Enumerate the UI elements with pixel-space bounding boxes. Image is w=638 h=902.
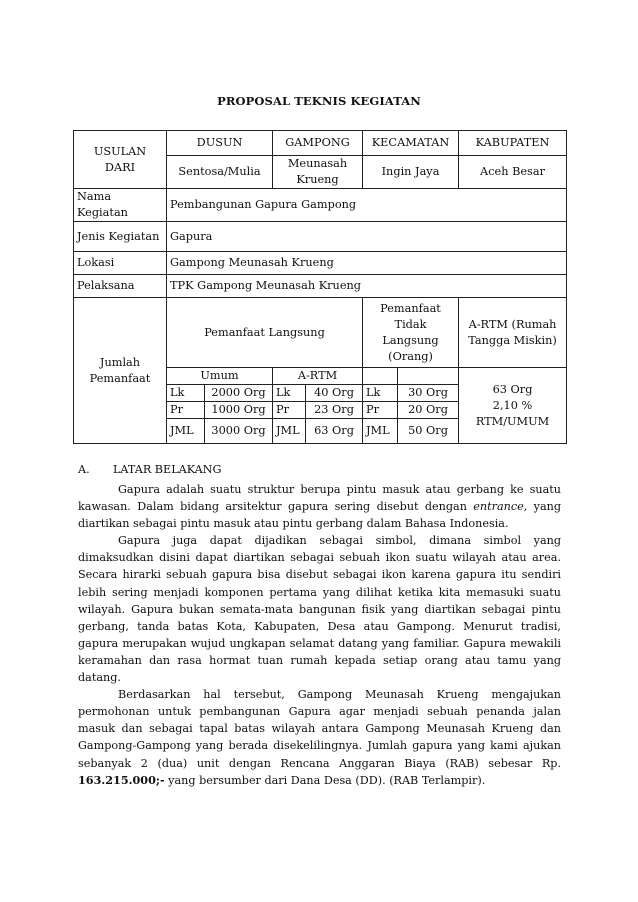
row-label: Pelaksana <box>74 275 167 298</box>
empty-cell <box>363 368 398 385</box>
value-gampong: Meunasah Krueng <box>273 156 363 189</box>
row-value: TPK Gampong Meunasah Krueng <box>167 275 567 298</box>
usulan-dari-label: USULAN DARI <box>74 131 167 189</box>
artm-summary <box>459 368 567 444</box>
header-dusun: DUSUN <box>167 131 273 156</box>
header-kabupaten: KABUPATEN <box>459 131 567 156</box>
tidak-langsung-pr: 20 Org <box>398 402 459 419</box>
section-number: A. <box>78 463 90 476</box>
paragraph-text: , yang diartikan sebagai pintu masuk atau pintu gerbang dalam Bahasa Indonesia. <box>78 500 561 531</box>
row-label: Jenis Kegiatan <box>74 222 167 252</box>
pemanfaat-tidak-langsung-header: Pemanfaat Tidak Langsung (Orang) <box>363 298 459 368</box>
summary-count: 63 Org <box>492 382 533 396</box>
artm-jml: 63 Org <box>306 419 363 444</box>
row-label: Nama Kegiatan <box>74 189 167 222</box>
empty-cell <box>398 368 459 385</box>
jml-label: JML <box>363 419 398 444</box>
artm-sub-header: A-RTM <box>273 368 363 385</box>
pemanfaat-langsung-header: Pemanfaat Langsung <box>167 298 363 368</box>
pr-label: Pr <box>167 402 205 419</box>
row-label: Lokasi <box>74 252 167 275</box>
lk-label: Lk <box>273 385 306 402</box>
artm-lk: 40 Org <box>306 385 363 402</box>
row-value: Pembangunan Gapura Gampong <box>167 189 567 222</box>
umum-pr: 1000 Org <box>205 402 273 419</box>
pr-label: Pr <box>363 402 398 419</box>
page-title: PROPOSAL TEKNIS KEGIATAN <box>217 94 421 108</box>
proposal-table <box>73 130 567 444</box>
paragraph-text: yang bersumber dari Dana Desa (DD). (RAB Terlampir). <box>164 773 486 787</box>
section-heading <box>78 463 221 476</box>
tidak-langsung-lk: 30 Org <box>398 385 459 402</box>
umum-jml: 3000 Org <box>205 419 273 444</box>
paragraph-text: Berdasarkan hal tersebut, Gampong Meunasah Krueng mengajukan permohonan untuk pembangunan Gapura agar menjadi sebuah penanda jalan masuk dan sebagai tapal batas wilayah antara Gampong Meunasah Krueng dan Gampong-Gampong yang berada disekelilingnya. Jumlah gapura yang kami ajukan sebanyak 2 (dua) unit dengan Rencana Anggaran Biaya (RAB) sebesar Rp. <box>78 688 561 770</box>
summary-percent: 2,10 % <box>492 398 533 412</box>
jumlah-pemanfaat-label: Jumlah Pemanfaat <box>74 298 167 444</box>
section-title: LATAR BELAKANG <box>113 463 222 476</box>
value-dusun: Sentosa/Mulia <box>167 156 273 189</box>
tidak-langsung-jml: 50 Org <box>398 419 459 444</box>
header-gampong: GAMPONG <box>273 131 363 156</box>
lk-label: Lk <box>363 385 398 402</box>
paragraph: Gapura juga dapat dijadikan sebagai simbol, dimana simbol yang dimaksudkan disini dapat diartikan sebagai sebuah ikon suatu wilayah atau area. Secara hirarki sebuah gapura bisa disebut sebagai ikon karena gapura itu sendiri lebih sering menjadi komponen pertama yang dilihat ketika kita memasuki suatu wilayah. Gapura bukan semata-mata bangunan fisik yang diartikan sebagai pintu gerbang, tanda batas Kota, Kabupaten, Desa atau Gampong. Menurut tradisi, gapura merupakan wujud ungkapan selamat datang yang familiar. Gapura mewakili keramahan dan rasa hormat tuan rumah kepada setiap orang atau tamu yang datang. <box>78 534 561 685</box>
italic-term: entrance <box>473 500 524 514</box>
lk-label: Lk <box>167 385 205 402</box>
artm-header: A-RTM (Rumah Tangga Miskin) <box>459 298 567 368</box>
row-value: Gampong Meunasah Krueng <box>167 252 567 275</box>
artm-pr: 23 Org <box>306 402 363 419</box>
jml-label: JML <box>167 419 205 444</box>
summary-ratio: RTM/UMUM <box>475 414 550 428</box>
row-value: Gapura <box>167 222 567 252</box>
paragraph <box>78 481 561 532</box>
budget-amount: 163.215.000;- <box>78 772 165 787</box>
value-kecamatan: Ingin Jaya <box>363 156 459 189</box>
umum-header: Umum <box>167 368 273 385</box>
jml-label: JML <box>273 419 306 444</box>
header-kecamatan: KECAMATAN <box>363 131 459 156</box>
umum-lk: 2000 Org <box>205 385 273 402</box>
pr-label: Pr <box>273 402 306 419</box>
paragraph-text: Gapura adalah suatu struktur berupa pintu masuk atau gerbang ke suatu kawasan. Dalam bidang arsitektur gapura sering disebut dengan <box>78 483 561 514</box>
paragraph <box>78 686 561 789</box>
body-text <box>78 481 561 789</box>
value-kabupaten: Aceh Besar <box>459 156 567 189</box>
